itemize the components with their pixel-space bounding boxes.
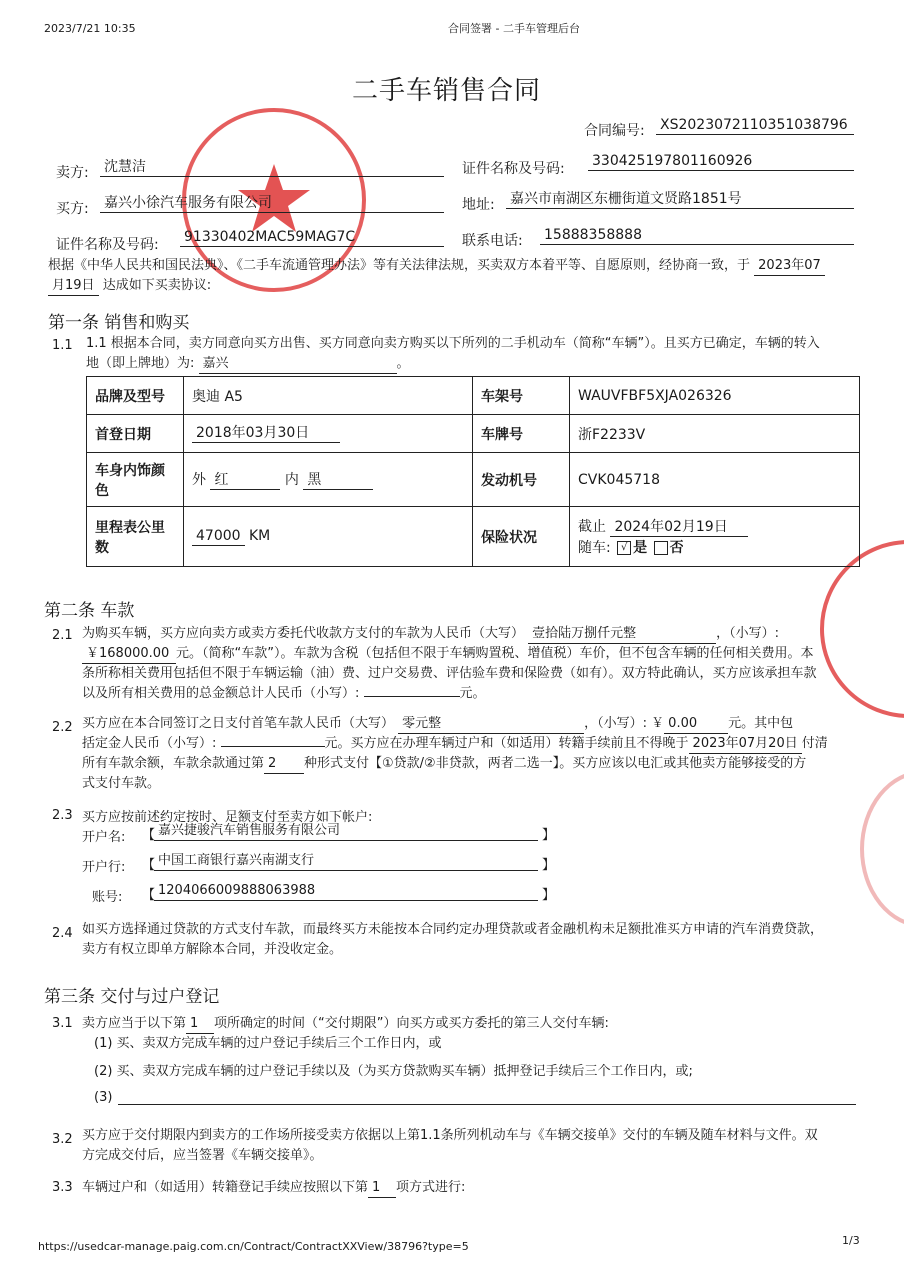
plate-value: 浙F2233V xyxy=(570,415,860,453)
mileage-unit: KM xyxy=(249,528,271,544)
price-upper: 壹拾陆万捌仟元整 xyxy=(528,625,716,644)
vin-value: WAUVFBF5XJA026326 xyxy=(570,377,860,415)
interior-prefix: 内 xyxy=(284,472,299,488)
clause-2-1-e: 以及所有相关费用的总金额总计人民币（小写）: xyxy=(82,686,360,701)
intro-date-part1: 2023年07 xyxy=(754,257,825,276)
contract-no-value: XS2023072110351038796 xyxy=(656,116,854,135)
contract-no-label: 合同编号: xyxy=(584,123,645,139)
payoff-date: 2023年07月20日 xyxy=(689,735,802,754)
article-1-heading: 第一条 销售和购买 xyxy=(48,313,190,333)
buyer-address-value: 嘉兴市南湖区东栅街道文贤路1851号 xyxy=(506,190,854,209)
color-label-line1: 车身内饰颜 xyxy=(95,462,165,479)
vehicle-info-table xyxy=(86,376,860,567)
clause-3-3-a: 车辆过户和（如适用）转籍登记手续应按照以下第 xyxy=(82,1180,369,1195)
insurance-with-car-label: 随车: xyxy=(578,540,611,556)
bank-bracket-right: 】 xyxy=(542,858,556,873)
seller-name: 沈慧洁 xyxy=(100,158,444,177)
plate-label: 车牌号 xyxy=(473,415,570,453)
no-label: 否 xyxy=(669,540,684,556)
insurance-until-value: 2024年02月19日 xyxy=(610,518,748,537)
clause-3-1-b: 项所确定的时间（“交付期限”）向买方或买方委托的第三人交付车辆: xyxy=(214,1016,609,1031)
mileage-label xyxy=(87,507,184,567)
clause-2-4-b: 卖方有权立即单方解除本合同，并没收定金。 xyxy=(82,942,343,957)
delivery-item-3-blank xyxy=(118,1104,856,1105)
clause-2-1-c: 元。（简称“车款”）。车款为含税（包括但不限于车辆购置税、增值税）车价，但不包含车辆的任何相关费用。本 xyxy=(176,646,814,661)
clause-2-2-c: 元。其中包 xyxy=(728,716,794,731)
clause-2-2-a: 买方应在本合同签订之日支付首笔车款人民币（大写） xyxy=(82,716,395,731)
deposit-blank xyxy=(221,746,325,747)
mileage-value: 47000 xyxy=(192,527,245,546)
clause-1-1-number: 1.1 xyxy=(52,338,73,353)
faint-seal-partial xyxy=(860,770,904,928)
mileage-label-line2: 数 xyxy=(95,539,109,556)
account-name-bracket-left: 【 xyxy=(142,828,156,843)
clause-3-3-text xyxy=(82,1176,465,1198)
no-checkbox[interactable] xyxy=(654,541,668,555)
clause-2-1-a: 为购买车辆，买方应向卖方或卖方委托代收款方支付的车款为人民币（大写） xyxy=(82,626,525,641)
buyer-phone-value: 15888358888 xyxy=(540,226,854,245)
document-title: 二手车销售合同 xyxy=(352,76,542,106)
clause-3-3-number: 3.3 xyxy=(52,1180,73,1195)
clause-3-1-a: 卖方应当于以下第 xyxy=(82,1016,187,1031)
clause-2-2-e: 元。买方应在办理车辆过户和（如适用）转籍手续前且不得晚于 xyxy=(324,736,689,751)
delivery-item-2: (2) 买、卖双方完成车辆的过户登记手续以及（为买方贷款购买车辆）抵押登记手续后三个工作日内，或; xyxy=(94,1064,693,1079)
account-no-value: 1204066009888063988 xyxy=(154,882,538,901)
yes-label: 是 xyxy=(633,540,648,556)
account-name-bracket-right: 】 xyxy=(542,828,556,843)
clause-3-2-text xyxy=(82,1126,862,1166)
clause-3-2-number: 3.2 xyxy=(52,1132,73,1147)
clause-2-1-number: 2.1 xyxy=(52,628,73,643)
clause-1-1-end: 。 xyxy=(396,356,410,371)
clause-2-1-f: 元。 xyxy=(459,686,486,701)
clause-1-1-text xyxy=(86,334,856,374)
bank-label: 开户行: xyxy=(82,860,126,875)
clause-3-3-b: 项方式进行: xyxy=(396,1180,466,1195)
seller-id-label: 证件名称及号码: xyxy=(462,161,565,177)
clause-2-2-number: 2.2 xyxy=(52,720,73,735)
clause-2-1-text xyxy=(82,624,862,704)
clause-3-1-text xyxy=(82,1012,609,1034)
insurance-label: 保险状况 xyxy=(473,507,570,567)
clause-2-2-g: 所有车款余额，车款余款通过第 xyxy=(82,756,265,771)
brand-value: 奥迪 A5 xyxy=(184,377,473,415)
clause-1-1-line2: 地（即上牌地）为: xyxy=(86,356,195,371)
page-number: 1/3 xyxy=(842,1234,860,1247)
payment-option: 2 xyxy=(264,755,304,774)
delivery-option: 1 xyxy=(186,1015,214,1034)
engine-value: CVK045718 xyxy=(570,453,860,507)
article-2-heading: 第二条 车款 xyxy=(44,601,135,621)
first-payment-lower: 0.00 xyxy=(664,715,728,734)
buyer-address-label: 地址: xyxy=(462,197,495,213)
buyer-phone-label: 联系电话: xyxy=(462,233,523,249)
print-datetime: 2023/7/21 10:35 xyxy=(44,22,136,35)
seller-id-value: 330425197801160926 xyxy=(588,152,854,171)
clause-2-2-text xyxy=(82,714,862,794)
exterior-color: 红 xyxy=(210,471,280,490)
delivery-item-1: (1) 买、卖双方完成车辆的过户登记手续后三个工作日内，或 xyxy=(94,1036,442,1051)
clause-2-3-text: 买方应按前述约定按时、足额支付至卖方如下帐户: xyxy=(82,810,373,825)
clause-2-4-text xyxy=(82,920,862,960)
clause-2-2-d: 括定金人民币（小写）: xyxy=(82,736,217,751)
clause-2-1-b: ，（小写）: xyxy=(716,626,780,641)
footer-url[interactable]: https://usedcar-manage.paig.com.cn/Contract/ContractXXView/38796?type=5 xyxy=(38,1240,469,1253)
article-3-heading: 第三条 交付与过户登记 xyxy=(44,987,220,1007)
clause-3-2-b: 方完成交付后，应当签署《车辆交接单》。 xyxy=(82,1148,323,1163)
account-no-bracket-left: 【 xyxy=(142,888,156,903)
clause-2-2-h: 种形式支付【①贷款/②非贷款，两者二选一】。买方应该以电汇或其他卖方能够接受的方 xyxy=(304,756,807,771)
clause-2-3-number: 2.3 xyxy=(52,808,73,823)
insurance-until-label: 截止 xyxy=(578,519,606,535)
price-lower: ￥168000.00 xyxy=(82,645,176,664)
brand-label: 品牌及型号 xyxy=(87,377,184,415)
registration-city: 嘉兴 xyxy=(199,355,397,374)
bank-bracket-left: 【 xyxy=(142,858,156,873)
buyer-id-value: 91330402MAC59MAG7C xyxy=(180,228,444,247)
transfer-option: 1 xyxy=(368,1179,396,1198)
clause-3-2-a: 买方应于交付期限内到卖方的工作场所接受卖方依据以上第1.1条所列机动车与《车辆交接单》交付的车辆及随车材料与文件。双 xyxy=(82,1128,818,1143)
clause-2-2-f: 付清 xyxy=(801,736,828,751)
engine-label: 发动机号 xyxy=(473,453,570,507)
first-payment-upper: 零元整 xyxy=(398,715,584,734)
delivery-item-3: (3) xyxy=(94,1090,113,1105)
clause-2-4-number: 2.4 xyxy=(52,926,73,941)
intro-tail: 达成如下买卖协议: xyxy=(102,278,212,293)
clause-2-2-i: 式支付车款。 xyxy=(82,776,161,791)
buyer-label: 买方: xyxy=(56,201,89,217)
account-name-label: 开户名: xyxy=(82,830,126,845)
bank-value: 中国工商银行嘉兴南湖支行 xyxy=(154,852,538,871)
first-reg-value: 2018年03月30日 xyxy=(192,424,340,443)
account-no-bracket-right: 】 xyxy=(542,888,556,903)
seller-label: 卖方: xyxy=(56,165,89,181)
clause-3-1-number: 3.1 xyxy=(52,1016,73,1031)
exterior-prefix: 外 xyxy=(192,472,206,488)
color-label xyxy=(87,453,184,507)
clause-2-1-d: 条所称相关费用包括但不限于车辆运输（油）费、过户交易费、评估验车费和保险费（如有）。双方特此确认，买方应该承担车款 xyxy=(82,666,817,681)
clause-2-4-a: 如买方选择通过贷款的方式支付车款，而最终买方未能按本合同约定办理贷款或者金融机构未足额批准买方申请的汽车消费贷款， xyxy=(82,922,824,937)
interior-color: 黑 xyxy=(303,471,373,490)
print-page-title: 合同签署 - 二手车管理后台 xyxy=(448,22,580,35)
intro-date-part2: 月19日 xyxy=(48,277,99,296)
buyer-id-label: 证件名称及号码: xyxy=(56,237,159,253)
clause-1-1-line1: 1.1 根据本合同，卖方同意向买方出售、买方同意向卖方购买以下所列的二手机动车（简称“车辆”）。且买方已确定，车辆的转入 xyxy=(86,336,820,351)
clause-2-2-b: ，（小写）: ￥ xyxy=(584,716,665,731)
account-name-value: 嘉兴捷骏汽车销售服务有限公司 xyxy=(154,822,538,841)
yes-checkbox[interactable]: √ xyxy=(617,541,631,555)
color-label-line2: 色 xyxy=(95,482,109,499)
intro-text: 根据《中华人民共和国民法典》、《二手车流通管理办法》等有关法律法规，买卖双方本着平等、自愿原则，经协商一致，于 xyxy=(48,258,751,273)
buyer-name: 嘉兴小徐汽车服务有限公司 xyxy=(100,194,444,213)
mileage-label-line1: 里程表公里 xyxy=(95,519,165,536)
total-amount-blank xyxy=(364,696,460,697)
intro-paragraph xyxy=(48,256,860,296)
first-reg-label: 首登日期 xyxy=(87,415,184,453)
vin-label: 车架号 xyxy=(473,377,570,415)
account-no-label: 账号: xyxy=(92,890,123,905)
